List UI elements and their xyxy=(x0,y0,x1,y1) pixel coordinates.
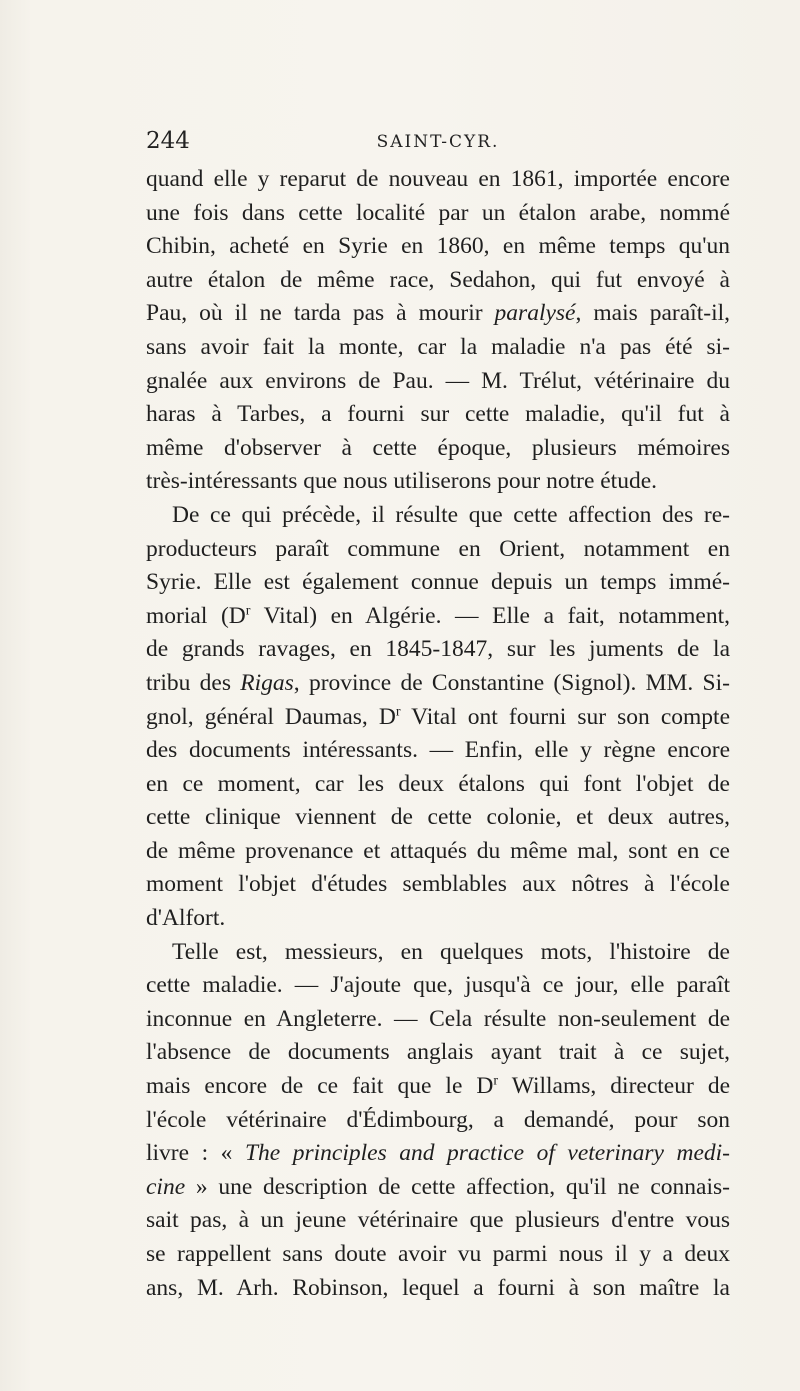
text-line: l'école vétérinaire d'Édimbourg, a demandé, pour son xyxy=(146,1106,730,1133)
text-fragment: livre : « xyxy=(146,1140,245,1167)
text-line: même d'observer à cette époque, plusieurs mémoires xyxy=(146,434,730,461)
text-line xyxy=(146,701,730,735)
text-line: de même provenance et attaqués du même mal, sont en ce xyxy=(146,837,730,864)
text-line xyxy=(146,297,730,331)
text-line: l'absence de documents anglais ayant trait à ce sujet, xyxy=(146,1039,730,1066)
text-line: une fois dans cette localité par un étalon arabe, nommé xyxy=(146,199,730,226)
text-fragment: gnol, général Daumas, D xyxy=(146,703,396,730)
text-fragment: Willams, directeur de xyxy=(498,1073,730,1100)
text-line: Chibin, acheté en Syrie en 1860, en même temps qu'un xyxy=(146,233,730,260)
text-fragment: » une description de cette affection, qu'il ne connais- xyxy=(185,1173,730,1200)
text-line: moment l'objet d'études semblables aux nôtres à l'école xyxy=(146,871,730,898)
page-number: 244 xyxy=(146,128,190,154)
text-line: producteurs paraît commune en Orient, notamment en xyxy=(146,535,730,562)
text-line: en ce moment, car les deux étalons qui font l'objet de xyxy=(146,770,730,797)
text-line: inconnue en Angleterre. — Cela résulte non-seulement de xyxy=(146,1005,730,1032)
text-line: gnalée aux environs de Pau. — M. Trélut, vétérinaire du xyxy=(146,367,730,394)
text-line: Telle est, messieurs, en quelques mots, l'histoire de xyxy=(172,938,730,965)
text-line: cette maladie. — J'ajoute que, jusqu'à ce jour, elle paraît xyxy=(146,972,730,999)
italic-text: paralysé xyxy=(494,300,576,327)
text-line: De ce qui précède, il résulte que cette affection des re- xyxy=(172,501,730,528)
text-line: des documents intéressants. — Enfin, elle y règne encore xyxy=(146,737,730,764)
text-line xyxy=(146,1070,730,1104)
text-line xyxy=(146,1137,730,1171)
text-fragment: tribu des xyxy=(146,669,241,696)
italic-text: Rigas xyxy=(240,669,294,696)
italic-text: The principles and practice of veterinary medi- xyxy=(244,1140,731,1167)
text-fragment: , province de Constantine (Signol). MM. Si- xyxy=(293,669,730,696)
text-fragment: Pau, où il ne tarda pas à mourir xyxy=(146,300,495,327)
text-fragment: mais encore de ce fait que le D xyxy=(146,1073,494,1100)
text-line: quand elle y reparut de nouveau en 1861, importée encore xyxy=(146,166,730,192)
page-header xyxy=(146,126,730,156)
text-line: Syrie. Elle est également connue depuis un temps immé- xyxy=(146,569,730,596)
text-fragment: , mais paraît-il, xyxy=(575,300,730,327)
text-line: ans, M. Arh. Robinson, lequel a fourni à son maître la xyxy=(146,1274,730,1301)
text-fragment: Vital ont fourni sur son compte xyxy=(400,703,731,730)
superscript: r xyxy=(245,602,251,619)
text-line: sans avoir fait la monte, car la maladie n'a pas été si- xyxy=(146,333,730,360)
running-head: SAINT-CYR. xyxy=(376,132,500,152)
text-line: cette clinique viennent de cette colonie, et deux autres, xyxy=(146,804,730,831)
italic-text: cine xyxy=(146,1173,186,1200)
text-fragment: morial (D xyxy=(146,602,246,629)
text-fragment: Vital) en Algérie. — Elle a fait, notamment, xyxy=(250,602,730,629)
text-line: se rappellent sans doute avoir vu parmi nous il y a deux xyxy=(146,1241,730,1267)
text-line: très-intéressants que nous utiliserons pour notre étude. xyxy=(146,468,658,495)
superscript: r xyxy=(395,703,401,720)
text-line: d'Alfort. xyxy=(146,905,226,932)
text-line xyxy=(146,600,730,634)
text-line xyxy=(146,1171,730,1205)
body-text xyxy=(146,163,730,1305)
text-line: sait pas, à un jeune vétérinaire que plusieurs d'entre vous xyxy=(146,1207,730,1234)
text-line xyxy=(146,667,730,701)
text-line: haras à Tarbes, a fourni sur cette maladie, qu'il fut à xyxy=(146,401,730,428)
text-line: autre étalon de même race, Sedahon, qui fut envoyé à xyxy=(146,266,730,293)
text-line: de grands ravages, en 1845-1847, sur les juments de la xyxy=(146,636,730,663)
superscript: r xyxy=(493,1072,499,1089)
